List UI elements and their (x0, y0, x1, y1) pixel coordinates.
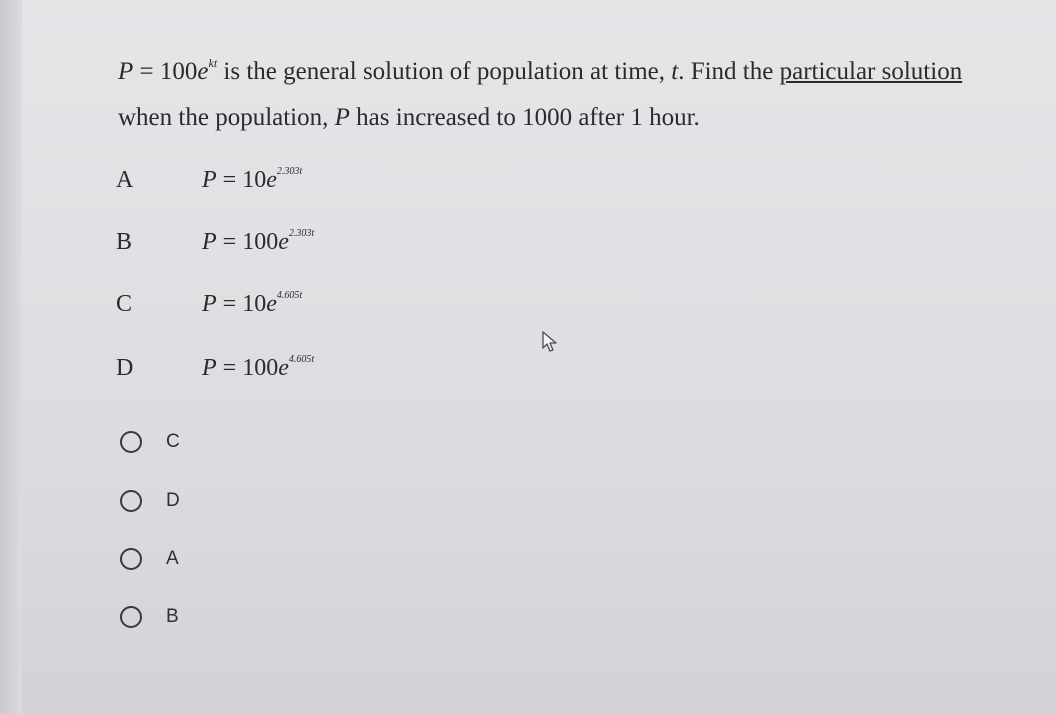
question-t: t (671, 58, 679, 85)
option-exponent: 2.303t (288, 228, 315, 239)
choice-b[interactable] (120, 606, 179, 628)
choice-a[interactable] (120, 548, 179, 570)
option-e: e (278, 355, 289, 381)
option-lhs: P (202, 167, 217, 193)
option-c (116, 290, 302, 318)
option-coef: = 100 (216, 229, 279, 255)
radio-button[interactable] (120, 606, 142, 628)
question-text-b: . Find the (678, 58, 780, 85)
option-letter: B (116, 229, 133, 255)
option-exponent: 2.303t (276, 166, 303, 177)
option-lhs: P (202, 355, 217, 381)
option-e: e (278, 229, 289, 255)
option-lhs: P (202, 229, 217, 255)
choice-label: A (166, 548, 179, 569)
option-exponent: 4.605t (288, 354, 315, 365)
option-coef: = 10 (216, 167, 267, 193)
choice-d[interactable] (120, 490, 180, 512)
option-equation (202, 291, 302, 317)
screen-edge (0, 0, 22, 714)
particular-solution-text: particular solution (779, 58, 963, 85)
option-letter: C (116, 291, 133, 317)
choice-c[interactable] (120, 431, 180, 453)
option-a (116, 166, 302, 194)
question-text-c: when the population, (118, 104, 335, 131)
eq-exponent: kt (208, 56, 218, 70)
radio-button[interactable] (120, 431, 142, 453)
eq-lhs: P (118, 58, 134, 85)
option-b (116, 228, 314, 256)
option-exponent: 4.605t (276, 290, 303, 301)
option-letter: D (116, 355, 134, 381)
option-letter: A (116, 167, 134, 193)
option-coef: = 100 (216, 355, 279, 381)
choice-label: D (166, 490, 180, 511)
question-text-a: is the general solution of population at time, (217, 58, 672, 85)
option-e: e (266, 291, 277, 317)
mouse-cursor-icon (541, 331, 559, 353)
option-lhs: P (202, 291, 217, 317)
eq-e: e (197, 58, 209, 85)
question-line-1 (118, 40, 978, 95)
option-coef: = 10 (216, 291, 267, 317)
option-equation (202, 229, 314, 255)
option-d (116, 354, 314, 382)
option-equation (202, 167, 302, 193)
eq-coef: = 100 (133, 58, 198, 85)
option-e: e (266, 167, 277, 193)
option-equation (202, 355, 314, 381)
radio-button[interactable] (120, 490, 142, 512)
choice-label: C (166, 431, 180, 452)
question-line-2 (118, 95, 978, 141)
choice-label: B (166, 606, 179, 627)
radio-button[interactable] (120, 548, 142, 570)
question-text-d: has increased to 1000 after 1 hour. (349, 104, 700, 131)
question-P: P (334, 104, 350, 131)
question-text (118, 40, 978, 141)
